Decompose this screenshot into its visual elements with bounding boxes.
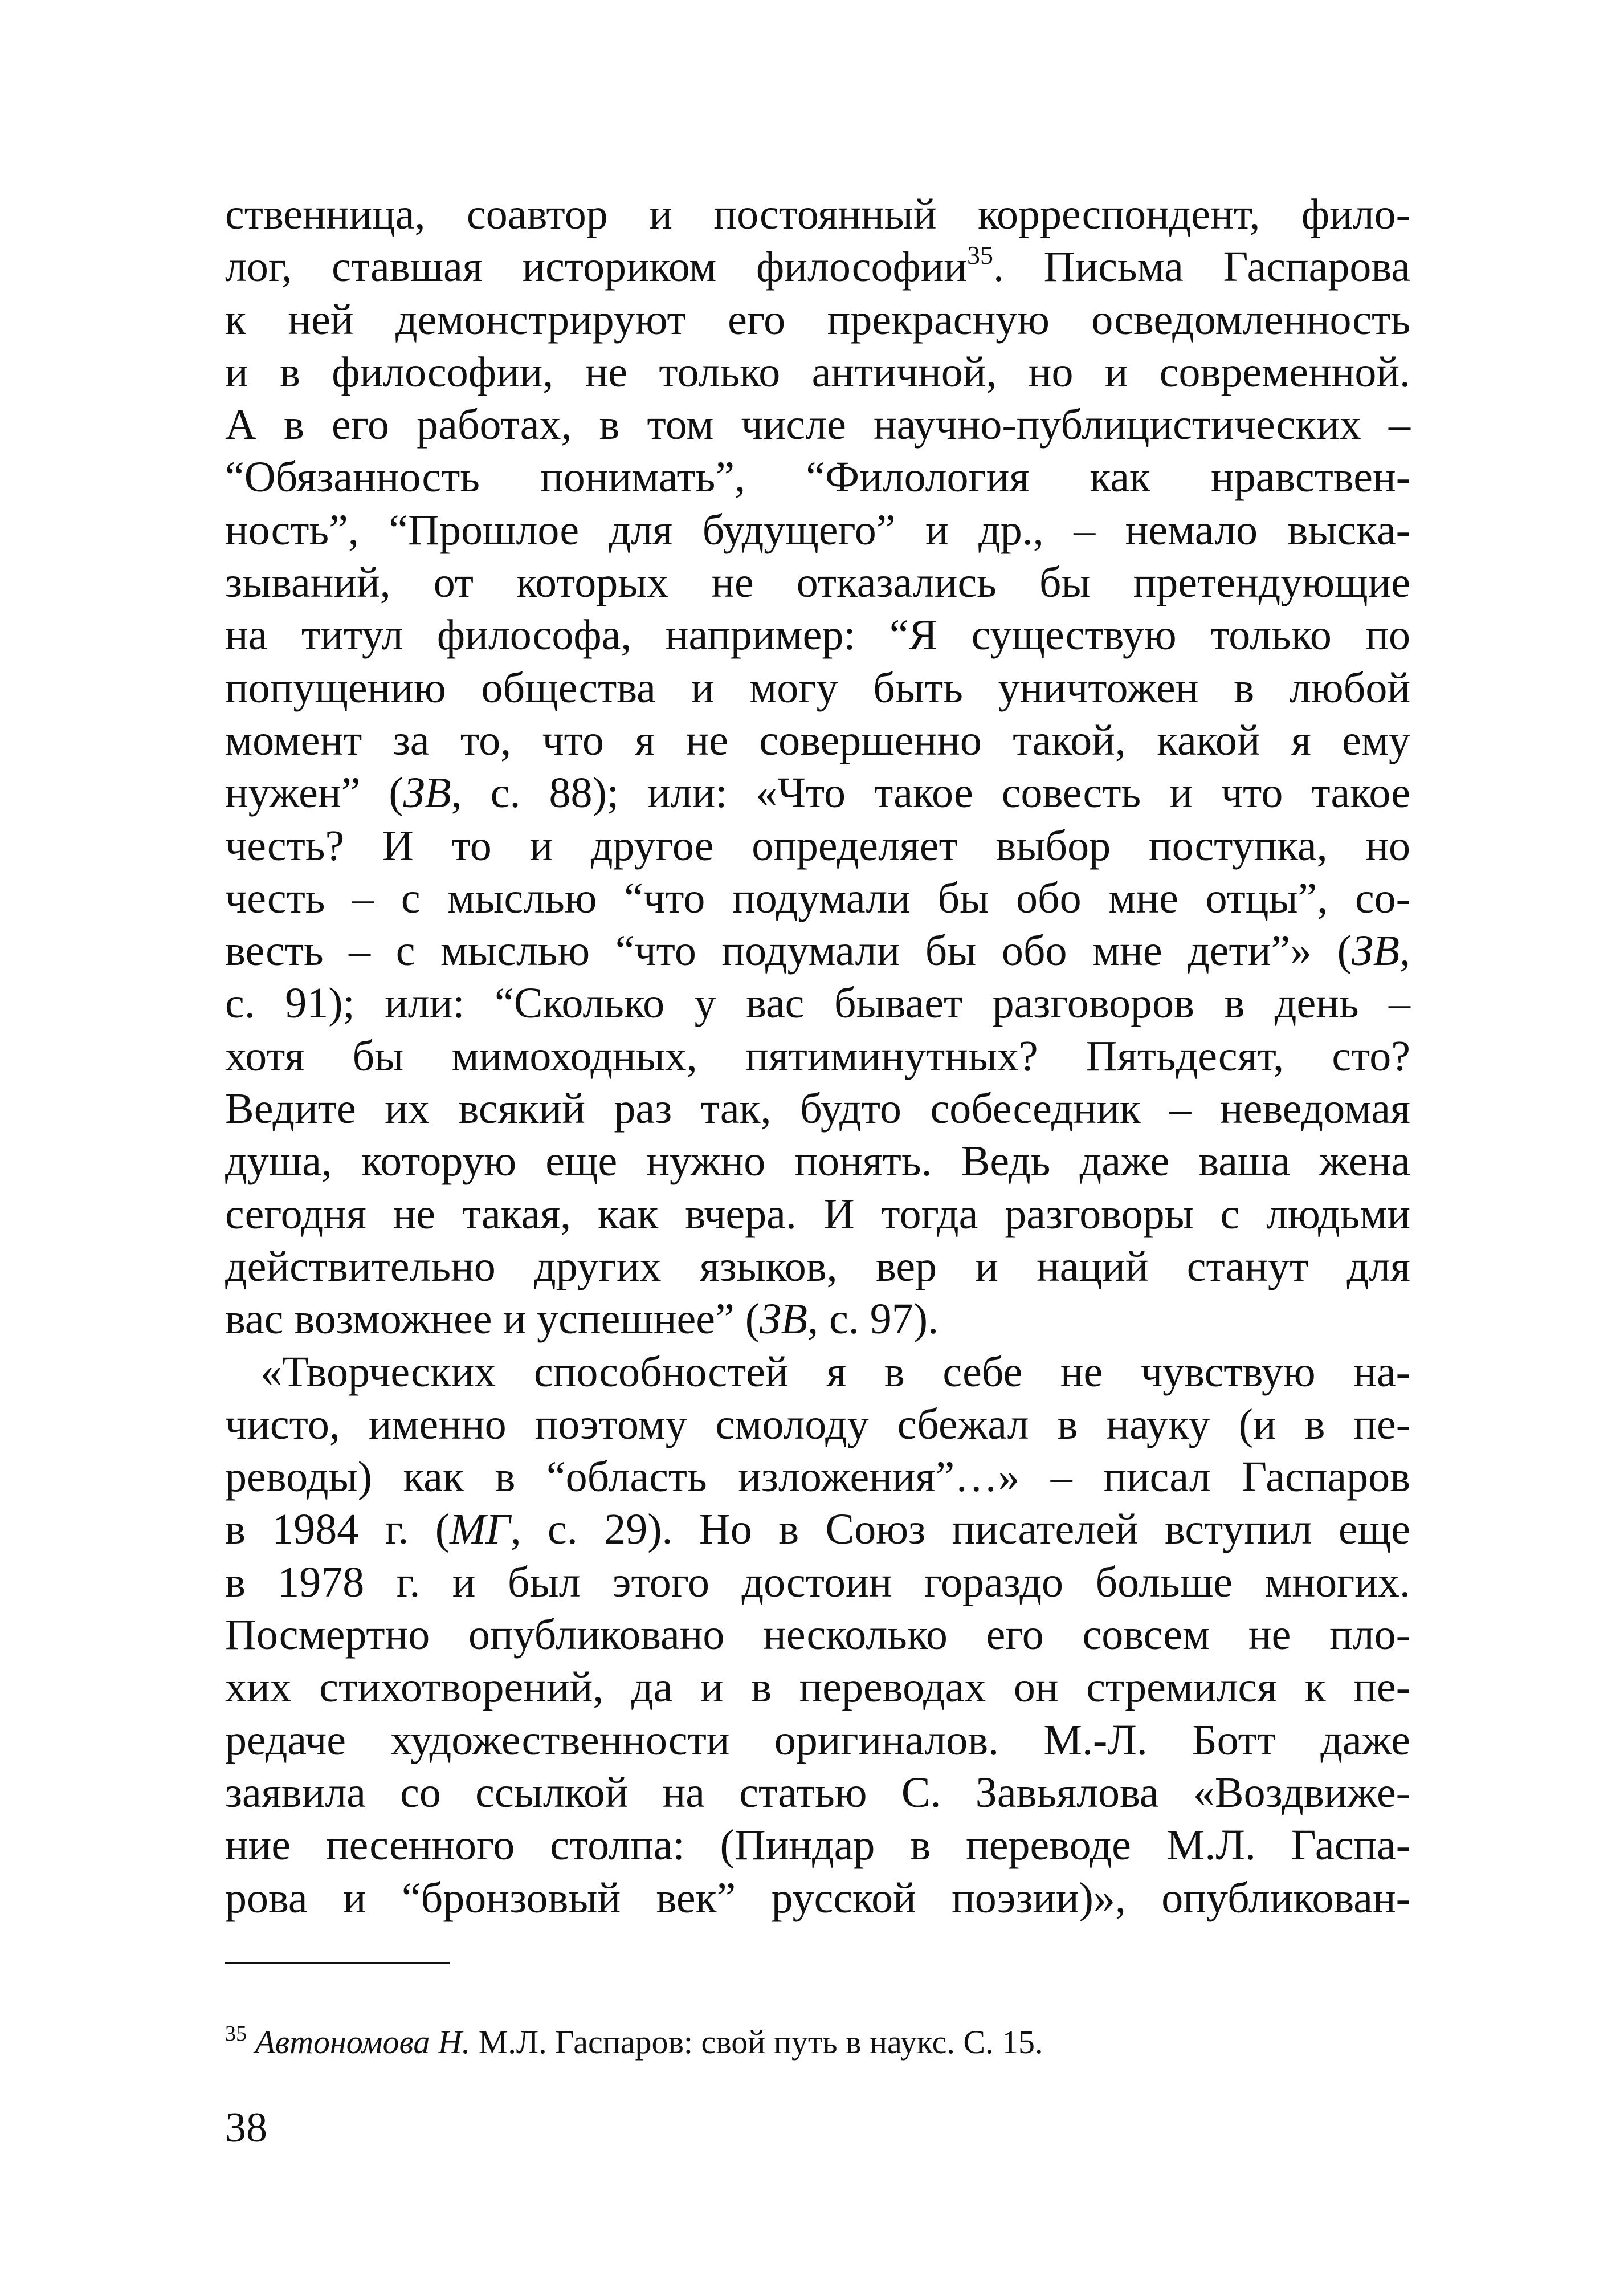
text-line: и в философии, не только античной, но и современной. [225, 348, 1410, 396]
text-line: реводы) как в “область изложения”…» – писал Гаспаров [225, 1453, 1410, 1501]
footnote [225, 2022, 1410, 2062]
text-line: попущению общества и могу быть уничтожен в любой [225, 663, 1410, 712]
source-abbreviation: ЗВ [1351, 927, 1399, 975]
source-abbreviation: ЗВ [760, 1295, 808, 1343]
text-line: хотя бы мимоходных, пятиминутных? Пятьдесят, сто? [225, 1032, 1410, 1080]
footnote-number: 35 [225, 2022, 247, 2046]
text-line: честь – с мыслью “что подумали бы обо мне отцы”, со- [225, 874, 1410, 922]
text-fragment: вас возможнее и успешнее” ( [225, 1295, 760, 1343]
text-line [225, 1293, 1410, 1345]
text-line [225, 241, 1410, 293]
text-line: ственница, соавтор и постоянный корреспондент, фило- [225, 190, 1410, 238]
text-line: чисто, именно поэтому смолоду сбежал в науку (и в пе- [225, 1400, 1410, 1448]
text-line: А в его работах, в том числе научно-публицистических – [225, 401, 1410, 449]
page-number: 38 [225, 2104, 267, 2151]
text-fragment: , [1399, 927, 1410, 975]
text-line [225, 1503, 1410, 1556]
text-fragment: нужен” ( [225, 769, 403, 817]
text-line: хих стихотворений, да и в переводах он стремился к пе- [225, 1663, 1410, 1712]
text-line: в 1978 г. и был этого достоин гораздо больше многих. [225, 1558, 1410, 1606]
text-line [225, 767, 1410, 819]
text-fragment: . Письма Гаспарова [993, 243, 1411, 291]
text-line: действительно других языков, вер и наций станут для [225, 1242, 1410, 1290]
text-line [225, 925, 1410, 977]
text-fragment: , с. 97). [807, 1295, 939, 1343]
text-line: ность”, “Прошлое для будущего” и др., – немало выска- [225, 506, 1410, 554]
text-line: к ней демонстрируют его прекрасную осведомленность [225, 295, 1410, 344]
text-fragment: , с. 88); или: «Что такое совесть и что такое [451, 769, 1410, 817]
footnote-reference[interactable]: 35 [967, 241, 994, 270]
text-line: Ведите их всякий раз так, будто собеседник – неведомая [225, 1085, 1410, 1133]
text-line: зываний, от которых не отказались бы претендующие [225, 559, 1410, 607]
text-line: Посмертно опубликовано несколько его совсем не пло- [225, 1611, 1410, 1659]
text-line: редаче художественности оригиналов. М.-Л. Ботт даже [225, 1716, 1410, 1764]
text-fragment: в 1984 г. ( [225, 1505, 450, 1554]
main-text [225, 188, 1410, 1924]
footnote-divider [225, 1962, 450, 1964]
text-fragment: лог, ставшая историком философии [225, 243, 968, 291]
text-line: сегодня не такая, как вчера. И тогда разговоры с людьми [225, 1190, 1410, 1238]
text-line: заявила со ссылкой на статью С. Завьялова «Воздвиже- [225, 1768, 1410, 1817]
text-line: душа, которую еще нужно понять. Ведь даже ваша жена [225, 1137, 1410, 1186]
text-line: ние песенного столпа: (Пиндар в переводе М.Л. Гаспа- [225, 1821, 1410, 1870]
text-line: с. 91); или: “Сколько у вас бывает разговоров в день – [225, 979, 1410, 1028]
source-abbreviation: МГ [450, 1505, 511, 1554]
footnote-text: М.Л. Гаспаров: свой путь в наукс. С. 15. [470, 2023, 1043, 2061]
text-line: момент за то, что я не совершенно такой, какой я ему [225, 716, 1410, 764]
text-fragment: , с. 29). Но в Союз писателей вступил еще [510, 1505, 1411, 1554]
text-line: “Обязанность понимать”, “Филология как нравствен- [225, 453, 1410, 502]
source-abbreviation: ЗВ [403, 769, 451, 817]
text-line: на титул философа, например: “Я существую только по [225, 611, 1410, 659]
text-line: честь? И то и другое определяет выбор поступка, но [225, 821, 1410, 870]
text-fragment: весть – с мыслью “что подумали бы обо мне дети”» ( [225, 927, 1352, 975]
footnote-author: Автономова Н. [255, 2023, 471, 2061]
text-line: «Творческих способностей я в себе не чувствую на- [260, 1347, 1410, 1396]
text-line: рова и “бронзовый век” русской поэзии)», опубликован- [225, 1874, 1410, 1922]
